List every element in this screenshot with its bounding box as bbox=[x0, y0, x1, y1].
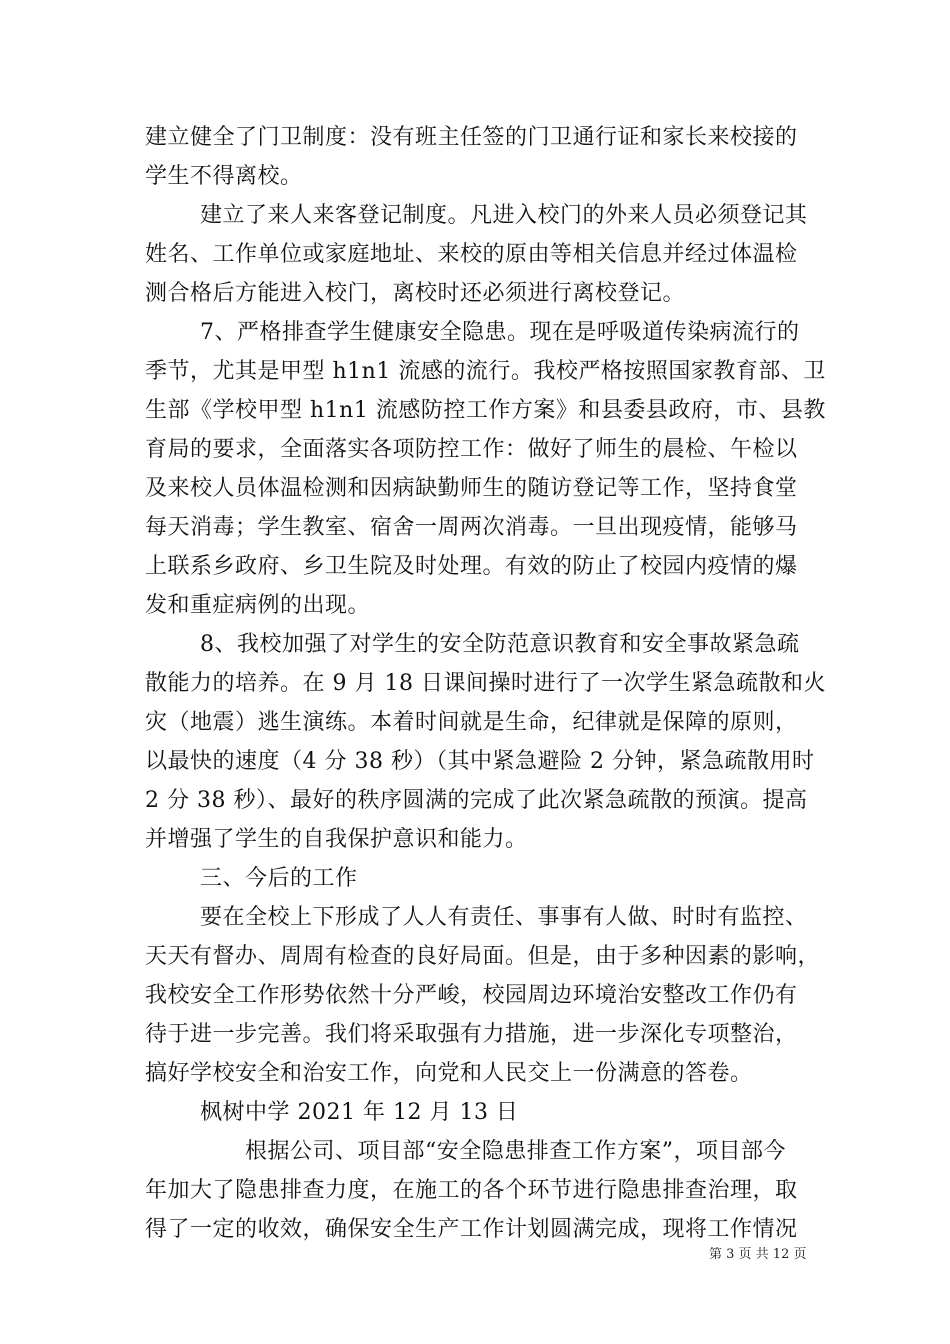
text-line: 上联系乡政府、乡卫生院及时处理。有效的防止了校园内疫情的爆 bbox=[145, 554, 798, 579]
text-line: 育局的要求，全面落实各项防控工作：做好了师生的晨检、午检以 bbox=[145, 437, 798, 462]
text-line: 季节，尤其是甲型 h1n1 流感的流行。我校严格按照国家教育部、卫 bbox=[145, 359, 826, 384]
page-number: 第 3 页 共 12 页 bbox=[709, 1247, 807, 1262]
document-body bbox=[145, 118, 826, 1249]
text-line: 学生不得离校。 bbox=[145, 164, 303, 189]
text-line: 以最快的速度（4 分 38 秒）（其中紧急避险 2 分钟，紧急疏散用时 bbox=[145, 749, 815, 774]
text-line: 根据公司、项目部“安全隐患排查工作方案”，项目部今 bbox=[245, 1139, 786, 1164]
text-line: 建立了来人来客登记制度。凡进入校门的外来人员必须登记其 bbox=[200, 203, 808, 228]
text-line: 发和重症病例的出现。 bbox=[145, 593, 371, 618]
text-line: 得了一定的收效，确保安全生产工作计划圆满完成，现将工作情况 bbox=[145, 1217, 798, 1242]
text-line: 8、我校加强了对学生的安全防范意识教育和安全事故紧急疏 bbox=[200, 632, 800, 657]
text-line: 生部《学校甲型 h1n1 流感防控工作方案》和县委县政府，市、县教 bbox=[145, 398, 826, 423]
text-line: 待于进一步完善。我们将采取强有力措施，进一步深化专项整治， bbox=[145, 1022, 798, 1047]
text-line: 年加大了隐患排查力度，在施工的各个环节进行隐患排查治理，取 bbox=[145, 1178, 798, 1203]
text-line: 测合格后方能进入校门，离校时还必须进行离校登记。 bbox=[145, 281, 686, 306]
text-line: 并增强了学生的自我保护意识和能力。 bbox=[145, 827, 528, 852]
text-line: 姓名、工作单位或家庭地址、来校的原由等相关信息并经过体温检 bbox=[145, 242, 798, 267]
text-line: 建立健全了门卫制度：没有班主任签的门卫通行证和家长来校接的 bbox=[145, 125, 798, 150]
text-line: 散能力的培养。在 9 月 18 日课间操时进行了一次学生紧急疏散和火 bbox=[145, 671, 826, 696]
text-line: 及来校人员体温检测和因病缺勤师生的随访登记等工作，坚持食堂 bbox=[145, 476, 798, 501]
text-line: 三、今后的工作 bbox=[200, 866, 358, 891]
text-line: 我校安全工作形势依然十分严峻，校园周边环境治安整改工作仍有 bbox=[145, 983, 798, 1008]
text-line: 搞好学校安全和治安工作，向党和人民交上一份满意的答卷。 bbox=[145, 1061, 753, 1086]
text-line: 2 分 38 秒）、最好的秩序圆满的完成了此次紧急疏散的预演。提高 bbox=[145, 788, 808, 813]
text-line: 天天有督办、周周有检查的良好局面。但是，由于多种因素的影响， bbox=[145, 944, 821, 969]
text-line: 灾（地震）逃生演练。本着时间就是生命，纪律就是保障的原则， bbox=[145, 710, 798, 735]
text-line: 7、严格排查学生健康安全隐患。现在是呼吸道传染病流行的 bbox=[200, 320, 800, 345]
text-line: 要在全校上下形成了人人有责任、事事有人做、时时有监控、 bbox=[200, 905, 808, 930]
text-line: 每天消毒；学生教室、宿舍一周两次消毒。一旦出现疫情，能够马 bbox=[145, 515, 798, 540]
text-line: 枫树中学 2021 年 12 月 13 日 bbox=[200, 1100, 519, 1125]
